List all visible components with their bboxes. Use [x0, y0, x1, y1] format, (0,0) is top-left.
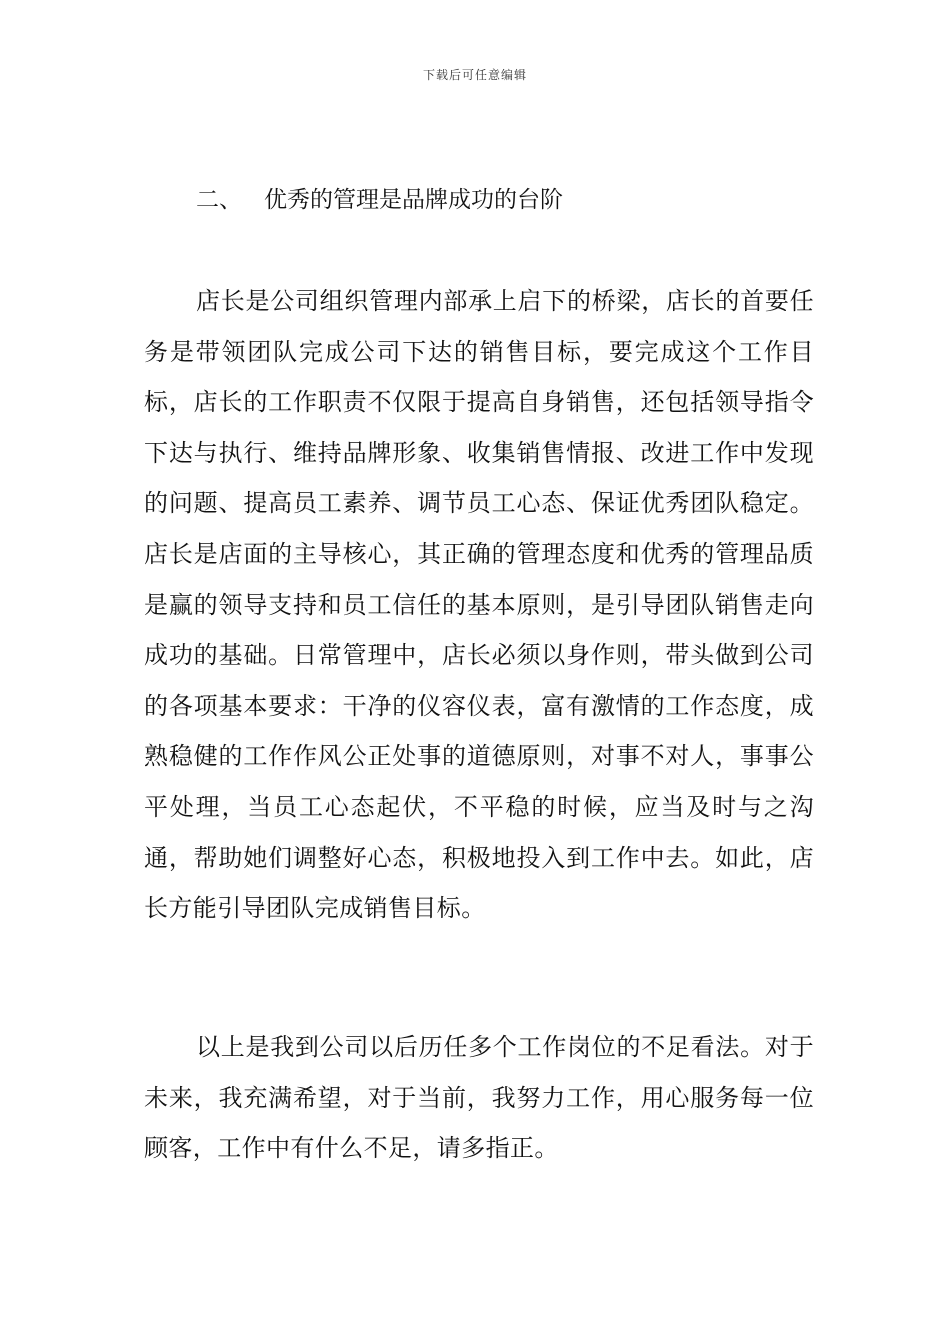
- page-header: 下载后可任意编辑: [422, 68, 527, 82]
- body-paragraph-1: 店长是公司组织管理内部承上启下的桥梁，店长的首要任务是带领团队完成公司下达的销售目标，要完成这个工作目标，店长的工作职责不仅限于提高自身销售，还包括领导指令下达与执行、维持品牌形象、收集销售情报、改进工作中发现的问题、提高员工素养、调节员工心态、保证优秀团队稳定。店长是店面的主导核心，其正确的管理态度和优秀的管理品质是赢的领导支持和员工信任的基本原则，是引导团队销售走向成功的基础。日常管理中，店长必须以身作则，带头做到公司的各项基本要求：干净的仪容仪表，富有激情的工作态度，成熟稳健的工作作风公正处事的道德原则，对事不对人，事事公平处理，当员工心态起伏，不平稳的时候，应当及时与之沟通，帮助她们调整好心态，积极地投入到工作中去。如此，店长方能引导团队完成销售目标。: [144, 287, 814, 923]
- body-paragraph-2: 以上是我到公司以后历任多个工作岗位的不足看法。对于未来，我充满希望，对于当前，我努力工作，用心服务每一位顾客，工作中有什么不足，请多指正。: [144, 1033, 814, 1163]
- section-heading: [196, 182, 563, 218]
- section-number: 二、: [196, 187, 242, 213]
- section-title: 优秀的管理是品牌成功的台阶: [264, 187, 563, 213]
